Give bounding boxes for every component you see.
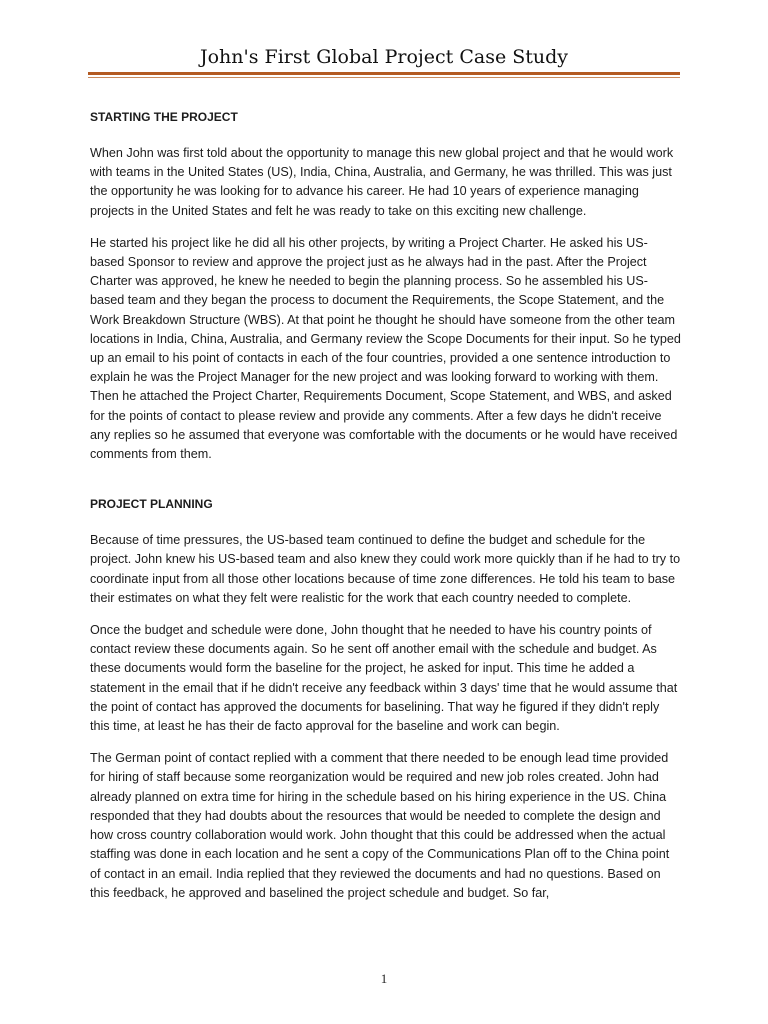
paragraph: When John was first told about the opportunity to manage this new global project and that he would work with teams in the United States (US), India, China, Australia, and Germany, he was thrilled. This was just the opportunity he was looking for to advance his career. He had 10 years of experience managing projects in the United States and felt he was ready to take on this exciting new challenge. <box>90 146 674 218</box>
section-heading-project-planning: PROJECT PLANNING <box>90 497 213 512</box>
page-number: 1 <box>380 971 388 986</box>
paragraph: Because of time pressures, the US-based team continued to define the budget and schedule for the project. John knew his US-based team and also knew they could work more quickly than if he had to try to coordinate input from all those other locations because of time zone differences. He told his team to base their estimates on what they felt were realistic for the work that each country needed to complete. <box>90 533 681 605</box>
section-heading-starting-the-project: STARTING THE PROJECT <box>90 110 238 124</box>
paragraph: Once the budget and schedule were done, John thought that he needed to have his country points of contact review these documents again. So he sent off another email with the schedule and budget. As these documents would form the baseline for the project, he asked for input. This time he added a statement in the email that if he didn't receive any feedback within 3 days' time that he would assume that the point of contact has approved the documents for baselining. That way he figured if they didn't reply this time, at least he has their de facto approval for the baseline and work can begin. <box>90 623 678 734</box>
document-title: John's First Global Project Case Study <box>199 46 569 68</box>
document-body <box>90 108 682 916</box>
title-underline-thin <box>88 77 680 78</box>
paragraph: The German point of contact replied with a comment that there needed to be enough lead time provided for hiring of staff because some reorganization would be required and new job roles created. John had already planned on extra time for hiring in the schedule based on his hiring experience in the US. China responded that they had doubts about the resources that would be needed to complete the design and how cross country collaboration would work. John thought that this could be addressed when the actual staffing was done in each location and he sent a copy of the Communications Plan off to the China point of contact in an email. India replied that they reviewed the documents and had no questions. Based on this feedback, he approved and baselined the project schedule and budget. So far, <box>90 751 670 900</box>
title-underline-thick <box>88 72 680 75</box>
paragraph: He started his project like he did all his other projects, by writing a Project Charter. He asked his US-based Sponsor to review and approve the project just as he always had in the past. After the Project Charter was approved, he knew he needed to begin the planning process. So he assembled his US-based team and they began the process to document the Requirements, the Scope Statement, and the Work Breakdown Structure (WBS). At that point he thought he should have someone from the other team locations in India, China, Australia, and Germany review the Scope Documents for their input. So he typed up an email to his point of contacts in each of the four countries, provided a one sentence introduction to explain he was the Project Manager for the new project and was looking forward to working with them. Then he attached the Project Charter, Requirements Document, Scope Statement, and WBS, and asked for the points of contact to please review and provide any comments. After a few days he didn't receive any replies so he assumed that everyone was comfortable with the documents or he would have received comments from them. <box>90 235 681 462</box>
